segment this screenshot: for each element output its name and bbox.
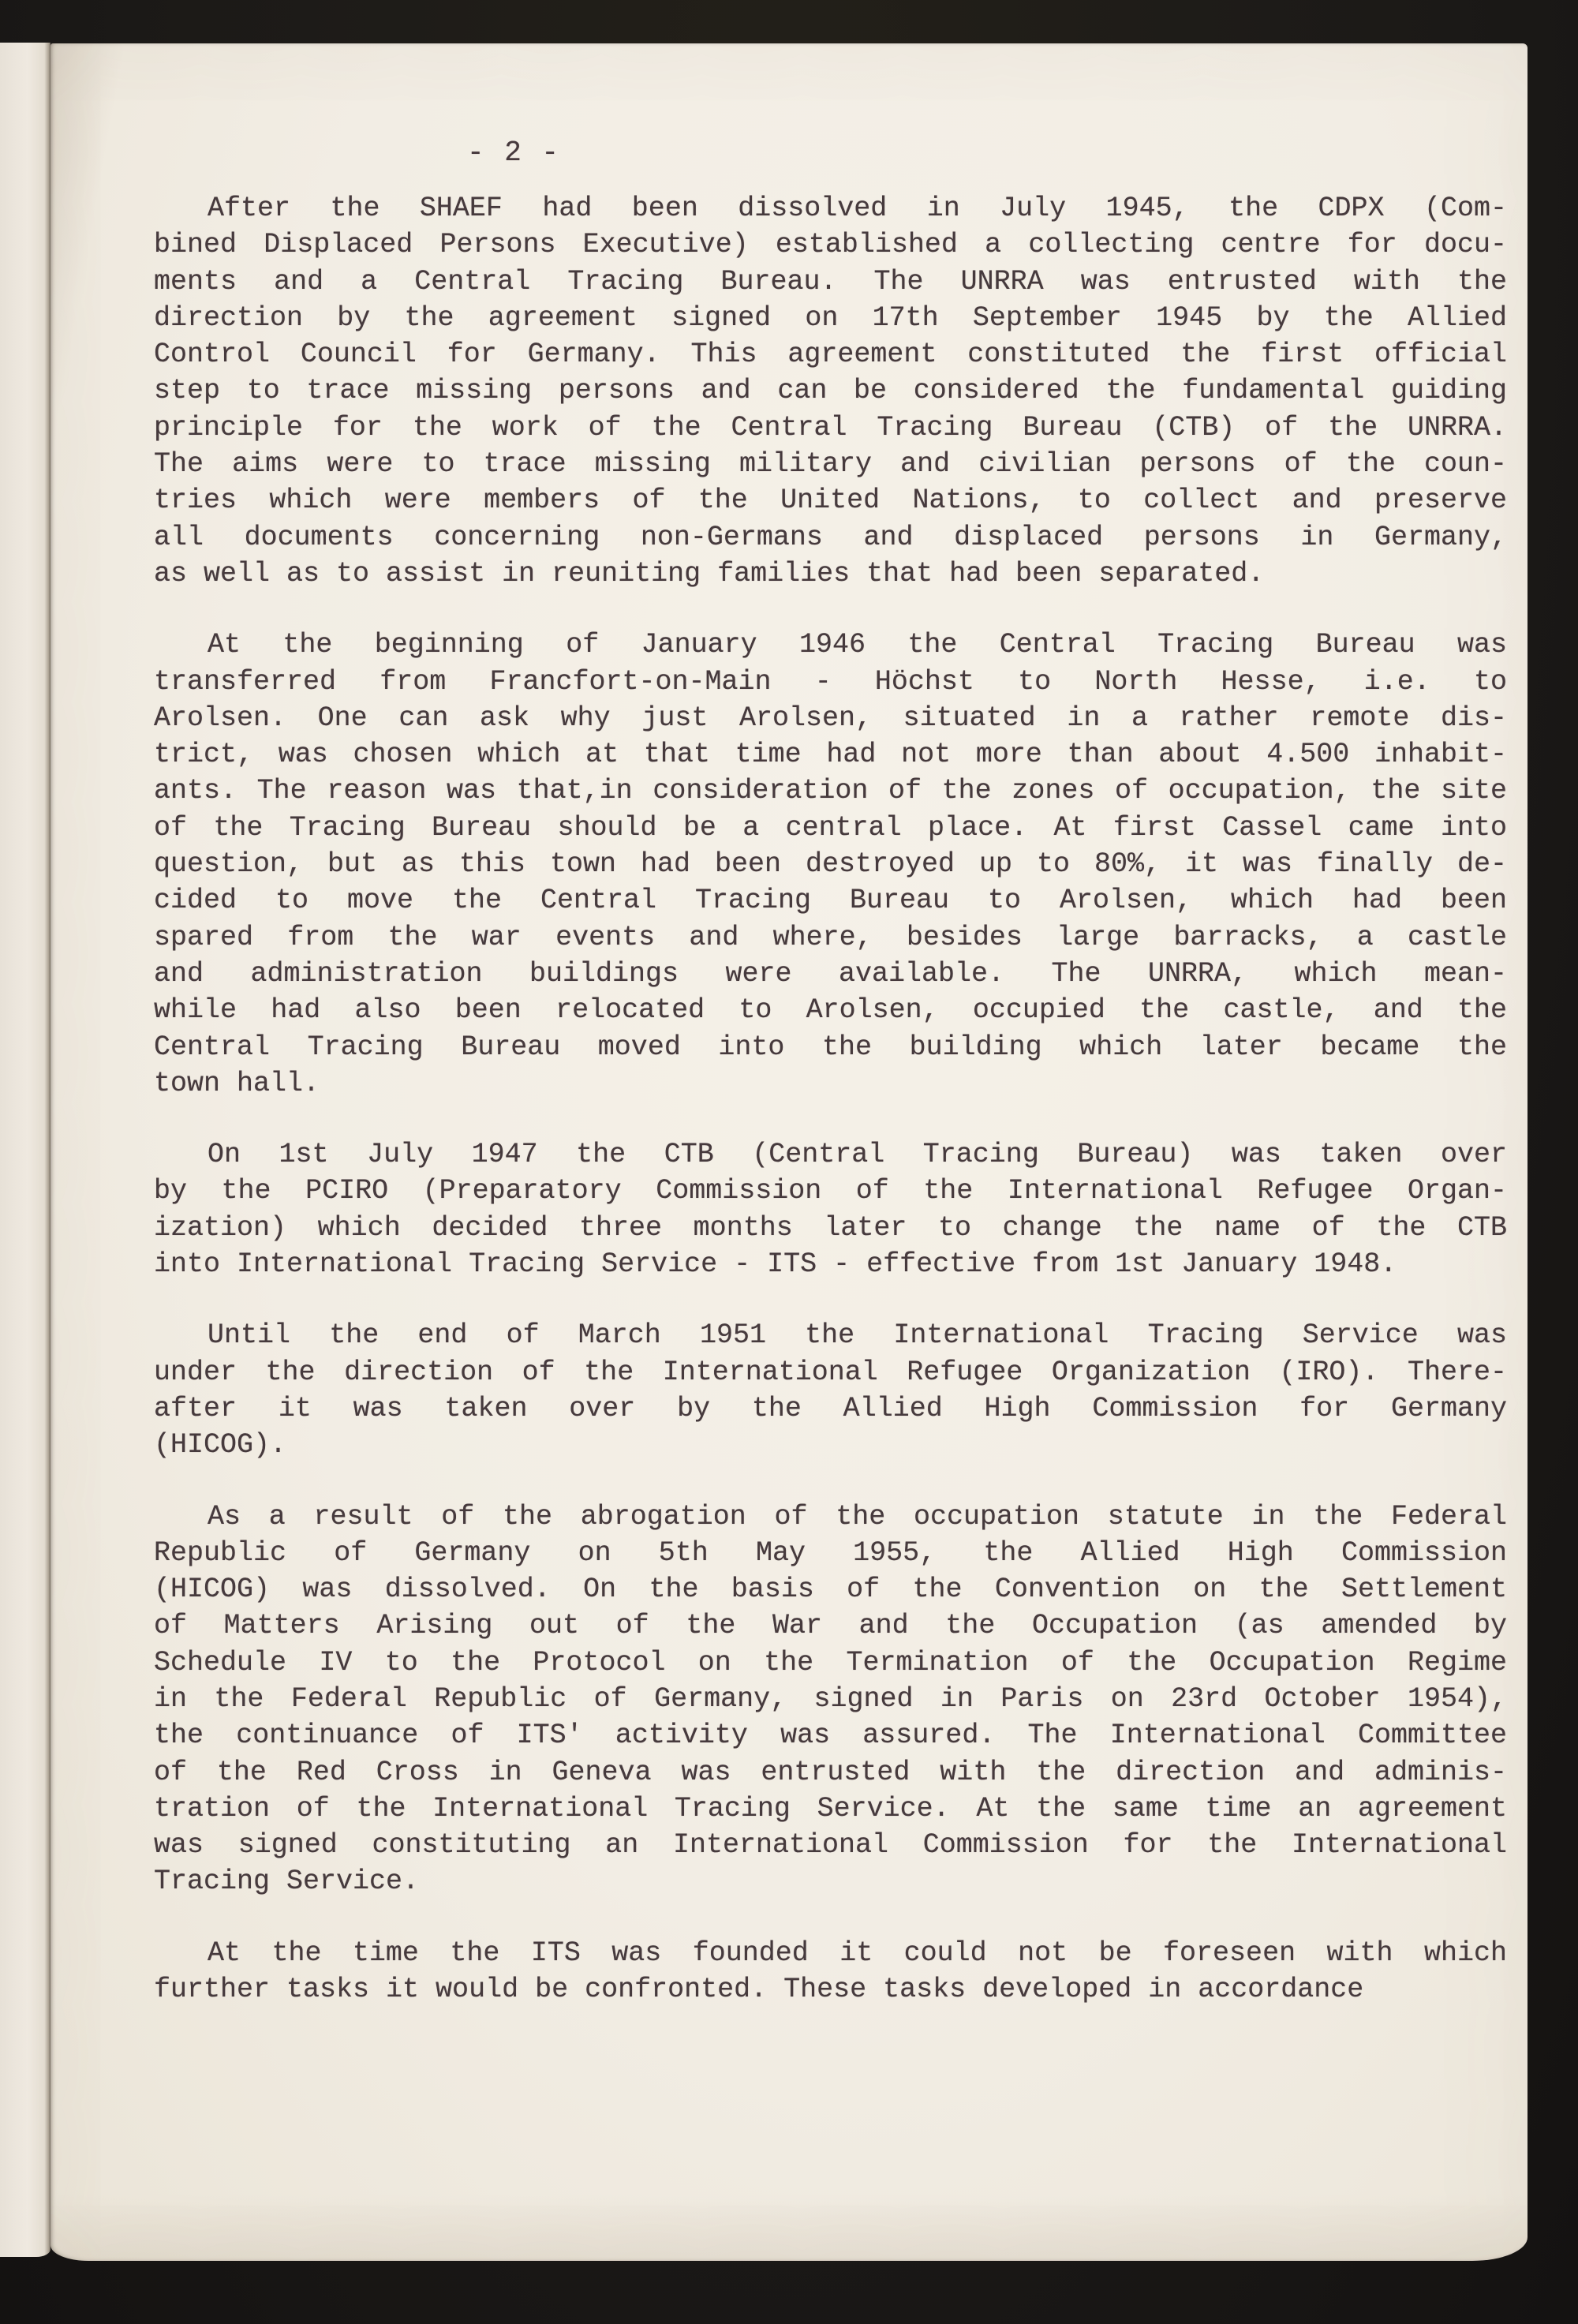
text-line: (HICOG) was dissolved. On the basis of the Convention on the Settlement xyxy=(154,1574,1507,1606)
text-line: in the Federal Republic of Germany, signed in Paris on 23rd October 1954), xyxy=(154,1682,1507,1715)
paragraph xyxy=(154,190,1507,592)
text-line: ments and a Central Tracing Bureau. The UNRRA was entrusted with the xyxy=(154,265,1507,298)
text-line: Schedule IV to the Protocol on the Termination of the Occupation Regime xyxy=(154,1646,1507,1678)
paragraph xyxy=(154,1136,1507,1282)
text-line: ization) which decided three months later to change the name of the CTB xyxy=(154,1211,1507,1244)
text-line: principle for the work of the Central Tracing Bureau (CTB) of the UNRRA. xyxy=(154,411,1507,443)
paragraph xyxy=(154,627,1507,1102)
paragraph xyxy=(154,1935,1507,2008)
text-line: At the time the ITS was founded it could not be foreseen with which xyxy=(208,1937,1507,1969)
text-line: As a result of the abrogation of the occupation statute in the Federal xyxy=(208,1500,1507,1532)
text-line: bined Displaced Persons Executive) established a collecting centre for docu- xyxy=(154,229,1507,261)
text-line: town hall. xyxy=(154,1067,320,1099)
paragraph xyxy=(154,1499,1507,1900)
text-line: direction by the agreement signed on 17th September 1945 by the Allied xyxy=(154,301,1507,334)
text-line: Republic of Germany on 5th May 1955, the Allied High Commission xyxy=(154,1536,1507,1569)
text-line: all documents concerning non-Germans and displaced persons in Germany, xyxy=(154,521,1507,553)
text-line: tration of the International Tracing Service. At the same time an agreement xyxy=(154,1792,1507,1824)
text-line: trict, was chosen which at that time had not more than about 4.500 inhabit- xyxy=(154,739,1507,771)
text-line: transferred from Francfort-on-Main - Höchst to North Hesse, i.e. to xyxy=(154,665,1507,698)
text-line: the continuance of ITS' activity was assured. The International Committee xyxy=(154,1720,1507,1752)
text-line: spared from the war events and where, besides large barracks, a castle xyxy=(154,921,1507,953)
page-number: - 2 - xyxy=(467,137,561,169)
document-page xyxy=(50,43,1528,2261)
text-line: into International Tracing Service - ITS - effective from 1st January 1948. xyxy=(154,1248,1397,1281)
text-line: question, but as this town had been destroyed up to 80%, it was finally de- xyxy=(154,848,1507,881)
text-line: ants. The reason was that,in consideration of the zones of occupation, the site xyxy=(154,775,1507,807)
text-line: was signed constituting an International Commission for the International xyxy=(154,1829,1507,1862)
text-line: cided to move the Central Tracing Bureau to Arolsen, which had been xyxy=(154,885,1507,917)
text-line: Arolsen. One can ask why just Arolsen, situated in a rather remote dis- xyxy=(154,702,1507,734)
adjacent-page-edge xyxy=(0,43,50,2257)
page-body xyxy=(154,190,1507,2008)
text-line: while had also been relocated to Arolsen, occupied the castle, and the xyxy=(154,994,1507,1027)
text-line: Until the end of March 1951 the International Tracing Service was xyxy=(208,1319,1507,1352)
text-line: (HICOG). xyxy=(154,1429,287,1461)
paragraph xyxy=(154,1317,1507,1463)
text-line: as well as to assist in reuniting families that had been separated. xyxy=(154,557,1265,589)
text-line: of the Tracing Bureau should be a central place. At first Cassel came into xyxy=(154,811,1507,844)
text-line: by the PCIRO (Preparatory Commission of the International Refugee Organ- xyxy=(154,1175,1507,1207)
text-line: tries which were members of the United Nations, to collect and preserve xyxy=(154,485,1507,517)
text-line: Central Tracing Bureau moved into the building which later became the xyxy=(154,1031,1507,1063)
text-line: Tracing Service. xyxy=(154,1866,420,1898)
text-line: of Matters Arising out of the War and the Occupation (as amended by xyxy=(154,1610,1507,1642)
text-line: The aims were to trace missing military and civilian persons of the coun- xyxy=(154,448,1507,481)
text-line: of the Red Cross in Geneva was entrusted with the direction and adminis- xyxy=(154,1756,1507,1788)
text-line: under the direction of the International Refugee Organization (IRO). There- xyxy=(154,1356,1507,1388)
text-line: Control Council for Germany. This agreement constituted the first official xyxy=(154,339,1507,371)
text-line: further tasks it would be confronted. These tasks developed in accordance xyxy=(154,1974,1364,2006)
text-line: On 1st July 1947 the CTB (Central Tracing Bureau) was taken over xyxy=(208,1139,1507,1171)
text-line: and administration buildings were available. The UNRRA, which mean- xyxy=(154,957,1507,990)
text-line: At the beginning of January 1946 the Central Tracing Bureau was xyxy=(208,629,1507,661)
text-line: step to trace missing persons and can be considered the fundamental guiding xyxy=(154,375,1507,407)
text-line: after it was taken over by the Allied High Commission for Germany xyxy=(154,1392,1507,1424)
text-line: After the SHAEF had been dissolved in July 1945, the CDPX (Com- xyxy=(208,193,1507,224)
